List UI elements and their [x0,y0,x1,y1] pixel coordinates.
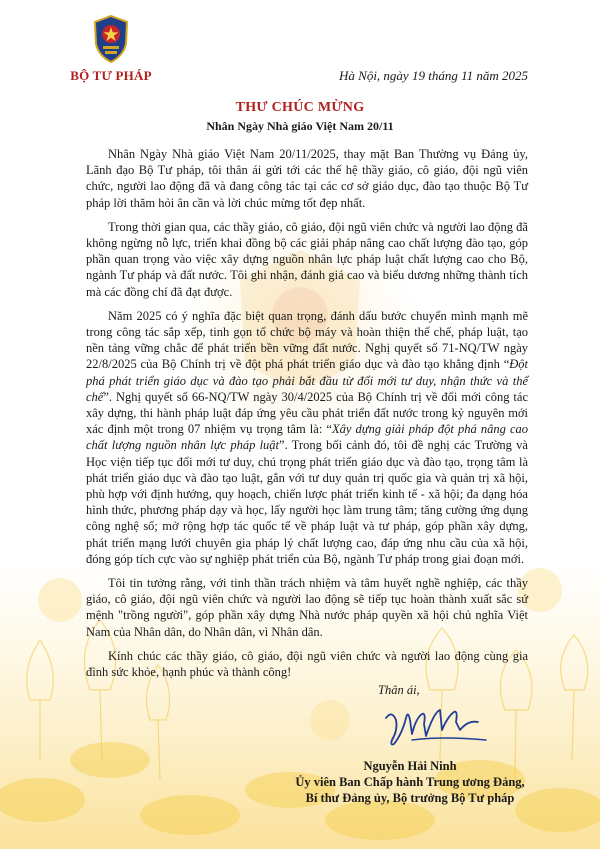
date-line: Hà Nội, ngày 19 tháng 11 năm 2025 [339,68,528,83]
paragraph-5: Kính chúc các thầy giáo, cô giáo, đội ngũ viên chức và người lao động cùng gia đình sức khỏe, hạnh phúc và thành công! [86,648,528,680]
paragraph-3 [86,308,528,567]
paragraph-1: Nhân Ngày Nhà giáo Việt Nam 20/11/2025, thay mặt Ban Thường vụ Đảng ủy, Lãnh đạo Bộ Tư pháp, tôi thân ái gửi tới các thế hệ thầy giáo, cô giáo, đội ngũ viên chức, người lao động đã và đang công tác tại các cơ sở giáo dục, đào tạo thuộc Bộ Tư pháp lời thăm hỏi ân cần và lời chúc mừng tốt đẹp nhất. [86,147,528,210]
letter-body [86,146,528,688]
signer-role-1: Ủy viên Ban Chấp hành Trung ương Đảng, [295,775,525,789]
quote-resolution-66: Xây dựng giải pháp đột phá nâng cao chất lượng nguồn nhân lực pháp luật [86,422,528,453]
paragraph-4: Tôi tin tưởng rằng, với tinh thần trách nhiệm và tâm huyết nghề nghiệp, các thầy giáo, cô giáo, đội ngũ viên chức và người lao động sẽ tiếp tục hoàn thành xuất sắc sứ mệnh "trồng người", góp phần xây dựng Nhà nước pháp quyền xã hội chủ nghĩa Việt Nam của Nhân dân, do Nhân dân, vì Nhân dân. [86,576,528,639]
paragraph-3-part-b: ”. Nghị quyết số 66-NQ/TW ngày 30/4/2025 của Bộ Chính trị về đổi mới công tác xây dựng, thi hành pháp luật đáp ứng yêu cầu phát triển đất nước trong kỷ nguyên mới xác định một trong 07 nhiệm vụ trọng tâm là: “ [86,389,528,437]
closing-salutation: Thân ái, [378,683,420,697]
signer-block [260,758,560,806]
org-name: BỘ TƯ PHÁP [70,68,152,83]
signer-role-2: Bí thư Đảng ủy, Bộ trưởng Bộ Tư pháp [305,791,515,805]
quote-resolution-71: Đột phá phát triển giáo dục và đào tạo phải bắt đầu từ đổi mới tư duy, nhận thức và thể chế [86,357,528,404]
signer-name: Nguyễn Hải Ninh [363,759,457,773]
letter-subtitle: Nhân Ngày Nhà giáo Việt Nam 20/11 [206,119,394,133]
paragraph-3-part-a: Năm 2025 có ý nghĩa đặc biệt quan trọng, đánh dấu bước chuyển mình mạnh mẽ trong công tác sắp xếp, tinh gọn tổ chức bộ máy và hoàn thiện thể chế, pháp luật, tạo nền tảng vững chắc để phát triển bền vững đất nước. Nghị quyết số 71-NQ/TW ngày 22/8/2025 của Bộ Chính trị về đột phá phát triển giáo dục và đào tạo khẳng định “ [86,308,528,372]
ministry-emblem-icon [91,14,131,64]
paragraph-2: Trong thời gian qua, các thầy giáo, cô giáo, đội ngũ viên chức và người lao động đã không ngừng nỗ lực, triển khai đồng bộ các giải pháp nâng cao chất lượng đào tạo, góp phần quan trọng vào việc xây dựng nguồn nhân lực pháp luật chất lượng cao cho Bộ, ngành Tư pháp và đất nước. Tôi ghi nhận, đánh giá cao và biểu dương những thành tích mà các đồng chí đã đạt được. [86,219,528,299]
letter-title: THƯ CHÚC MỪNG [235,100,365,115]
handwritten-signature [382,700,492,750]
paragraph-3-part-c: ”. Trong bối cảnh đó, tôi đề nghị các Trường và Học viện tiếp tục đổi mới tư duy, chú trọng phát triển giáo dục và đào tạo, trọng tâm là phát triển giáo dục và đào tạo luật, gắn với tư duy quản trị quốc gia và quản trị xã hội, phù hợp với định hướng, quy hoạch, chiến lược phát triển kinh tế - xã hội; đa dạng hóa hình thức, phương pháp dạy và học, lấy người học làm trung tâm; tăng cường ứng dụng công nghệ số; mở rộng hợp tác quốc tế về pháp luật và tư pháp, góp phần xây dựng, phát triển mạng lưới chuyên gia pháp lý chất lượng cao, đáp ứng nhu cầu của xã hội, đóng góp tích cực vào sự nghiệp phát triển của Bộ, ngành Tư pháp trong giai đoạn mới. [86,438,528,566]
